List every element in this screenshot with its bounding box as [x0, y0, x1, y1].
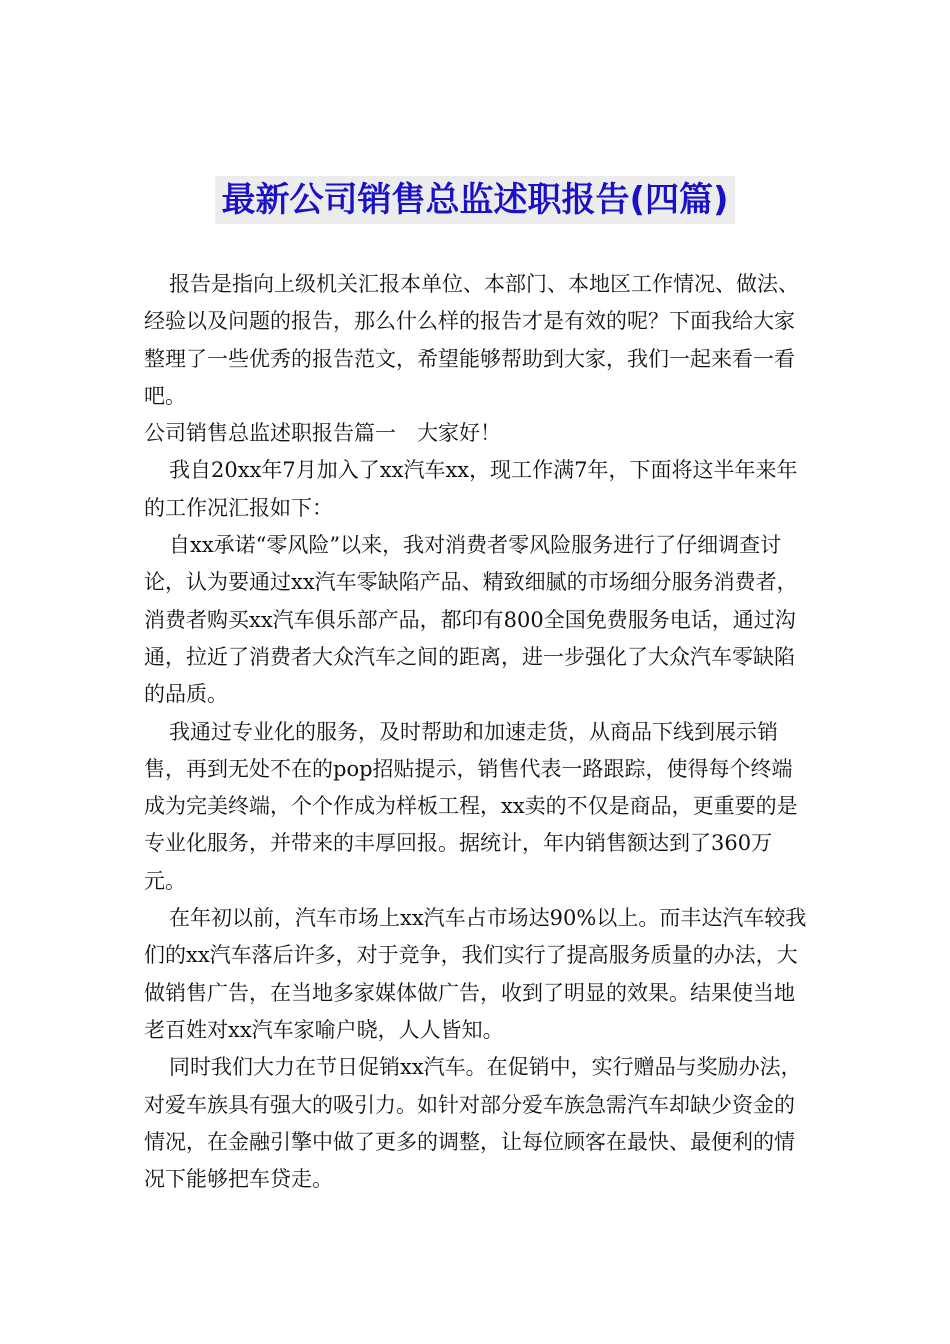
- paragraph-heading-greeting: 公司销售总监述职报告篇一 大家好！: [144, 421, 501, 446]
- paragraph-holiday-promotion: 同时我们大力在节日促销xx汽车。在促销中，实行赠品与奖励办法，对爱车族具有强大的吸引力。如针对部分爱车族急需汽车却缺少资金的情况，在金融引擎中做了更多的调整，让每位顾客在最快、最便利的情况下能够把车贷走。: [144, 1055, 802, 1192]
- document-body: [144, 266, 810, 1198]
- title-container: [0, 176, 950, 224]
- paragraph-join-date: 我自20xx年7月加入了xx汽车xx，现工作满7年，下面将这半年来年的工作况汇报如下：: [144, 458, 798, 520]
- paragraph-zero-risk: 自xx承诺“零风险”以来，我对消费者零风险服务进行了仔细调查讨论，认为要通过xx汽车零缺陷产品、精致细腻的市场细分服务消费者，消费者购买xx汽车俱乐部产品，都印有800全国免费服务电话，通过沟通，拉近了消费者大众汽车之间的距离，进一步强化了大众汽车零缺陷的品质。: [144, 533, 798, 707]
- paragraph-professional-service: 我通过专业化的服务，及时帮助和加速走货，从商品下线到展示销售，再到无处不在的pop招贴提示，销售代表一路跟踪，使得每个终端成为完美终端，个个作成为样板工程，xx卖的不仅是商品，更重要的是专业化服务，并带来的丰厚回报。据统计，年内销售额达到了360万元。: [144, 719, 798, 893]
- paragraph-intro: 报告是指向上级机关汇报本单位、本部门、本地区工作情况、做法、经验以及问题的报告，那么什么样的报告才是有效的呢？下面我给大家整理了一些优秀的报告范文，希望能够帮助到大家，我们一起来看一看吧。: [144, 272, 799, 408]
- document-title: 最新公司销售总监述职报告(四篇): [215, 176, 734, 224]
- paragraph-market-competition: 在年初以前，汽车市场上xx汽车占市场达90%以上。而丰达汽车较我们的xx汽车落后许多，对于竞争，我们实行了提高服务质量的办法，大做销售广告，在当地多家媒体做广告，收到了明显的效果。结果使当地老百姓对xx汽车家喻户晓，人人皆知。: [144, 906, 807, 1042]
